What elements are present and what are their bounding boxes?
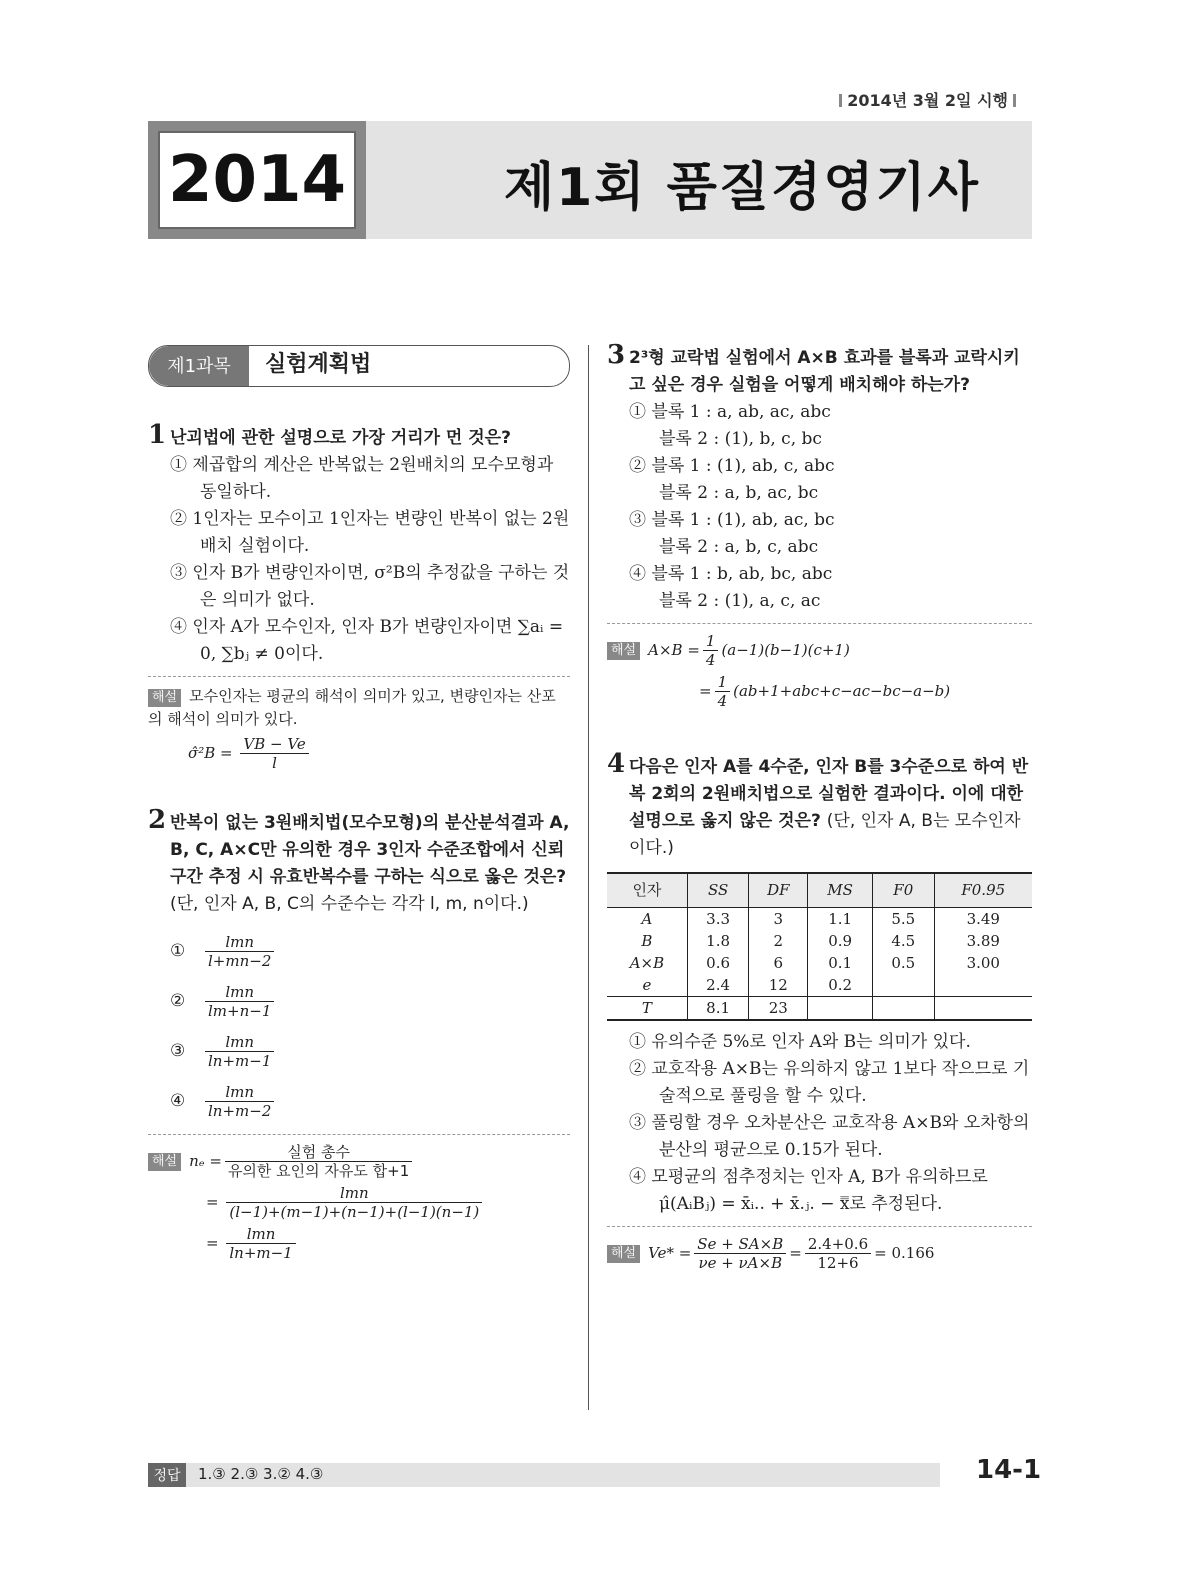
exam-date-text: 2014년 3월 2일 시행 xyxy=(847,91,1008,110)
formula-fraction-values xyxy=(805,1235,871,1272)
option-4: ④ 인자 A가 모수인자, 인자 B가 변량인자이면 ∑aᵢ = 0, ∑bⱼ ≠ 0이다. xyxy=(170,617,564,664)
option-2-block-2: 블록 2 : a, b, ac, bc xyxy=(659,483,819,503)
formula-fraction xyxy=(715,673,731,710)
table-cell: 5.5 xyxy=(873,908,935,931)
equals-sign: = xyxy=(206,1234,219,1252)
date-bar-right xyxy=(1013,94,1016,107)
table-cell: 0.9 xyxy=(808,930,873,952)
formula-numerator: lmn xyxy=(226,1225,295,1244)
table-cell: 6 xyxy=(749,952,808,974)
formula-line-2 xyxy=(206,1184,570,1221)
option-4-block-1: ④ 블록 1 : b, ab, bc, abc xyxy=(629,564,833,584)
formula-fraction xyxy=(225,1143,412,1180)
option-numerator: lmn xyxy=(205,1033,274,1052)
table-cell: 3.89 xyxy=(934,930,1032,952)
table-header-row xyxy=(607,873,1032,908)
option-3: ③ 풀링할 경우 오차분산은 교호작용 A×B와 오차항의 분산의 평균으로 0.15가 된다. xyxy=(629,1113,1030,1160)
option-numerator: lmn xyxy=(205,983,274,1002)
formula-line-1 xyxy=(607,1235,1032,1272)
formula-rhs: (ab+1+abc+c−ac−bc−a−b) xyxy=(733,682,951,700)
table-header: F0.95 xyxy=(934,873,1032,908)
explanation xyxy=(148,676,570,772)
table-cell: 2.4 xyxy=(687,974,749,997)
question-4 xyxy=(607,749,1032,1272)
answer-list: 1.③ 2.③ 3.② 4.③ xyxy=(198,1465,324,1483)
option-fraction xyxy=(205,933,274,970)
explanation xyxy=(148,1134,570,1262)
option-1 xyxy=(170,926,570,976)
formula-lhs: A×B = xyxy=(648,641,700,659)
explanation xyxy=(607,1226,1032,1272)
table-cell xyxy=(934,974,1032,997)
option-1-block-1: ① 블록 1 : a, ab, ac, abc xyxy=(629,402,831,422)
option-mark: ② xyxy=(170,990,186,1011)
formula-numerator: 실험 총수 xyxy=(225,1143,412,1162)
table-cell: 3.3 xyxy=(687,908,749,931)
question-number: 4 xyxy=(607,749,626,779)
option-2-block-1: ② 블록 1 : (1), ab, c, abc xyxy=(629,456,835,476)
table-cell: 0.2 xyxy=(808,974,873,997)
explanation-tag: 해설 xyxy=(148,689,181,707)
subject-tag: 제1과목 xyxy=(149,346,249,386)
formula-denominator: 4 xyxy=(705,651,716,669)
exam-date xyxy=(834,88,1021,111)
formula-line-3 xyxy=(206,1225,570,1262)
option-4-block-2: 블록 2 : (1), a, c, ac xyxy=(659,591,821,611)
formula-line-1 xyxy=(607,632,1032,669)
formula-fraction xyxy=(703,632,719,669)
option-denominator: ln+m−1 xyxy=(208,1051,272,1070)
option-list xyxy=(170,926,570,1126)
option-3-block-2: 블록 2 : a, b, c, abc xyxy=(659,537,819,557)
table-cell xyxy=(934,997,1032,1021)
option-3: ③ 인자 B가 변량인자이면, σ²B의 추정값을 구하는 것은 의미가 없다. xyxy=(170,563,570,610)
option-1-block-2: 블록 2 : (1), b, c, bc xyxy=(659,429,822,449)
table-cell: 8.1 xyxy=(687,997,749,1021)
formula-lhs: σ̂²B = xyxy=(188,744,233,762)
question-number: 2 xyxy=(148,805,167,835)
table-header: DF xyxy=(749,873,808,908)
table-total-row xyxy=(607,997,1032,1021)
question-text xyxy=(629,754,1032,862)
question-body: 반복이 없는 3원배치법(모수모형)의 분산분석결과 A, B, C, A×C만 유의한 경우 3인자 수준조합에서 신뢰구간 추정 시 유효반복수를 구하는 식으로 옳은 것은? xyxy=(170,813,570,887)
option-4 xyxy=(170,1076,570,1126)
subject-name: 실험계획법 xyxy=(265,352,372,377)
table-cell: B xyxy=(641,932,653,950)
explanation-tag: 해설 xyxy=(148,1153,181,1171)
option-fraction xyxy=(205,1033,274,1070)
formula-numerator: 2.4+0.6 xyxy=(805,1235,871,1254)
table-row xyxy=(607,930,1032,952)
table-cell: 1.8 xyxy=(687,930,749,952)
option-2: ② 교호작용 A×B는 유의하지 않고 1보다 작으므로 기술적으로 풀링을 할 수 있다. xyxy=(629,1059,1030,1106)
question-text xyxy=(170,810,570,918)
question-text: 난괴법에 관한 설명으로 가장 거리가 먼 것은? xyxy=(170,428,511,448)
equals-sign: = xyxy=(206,1193,219,1211)
question-number: 3 xyxy=(607,340,626,370)
subject-header xyxy=(148,345,570,387)
title-banner xyxy=(148,121,1032,239)
option-mark: ④ xyxy=(170,1090,186,1111)
formula-denominator: 유의한 요인의 자유도 합+1 xyxy=(227,1162,410,1180)
table-cell: 3.00 xyxy=(934,952,1032,974)
table-cell: 0.1 xyxy=(808,952,873,974)
table-cell: 3.49 xyxy=(934,908,1032,931)
option-1: ① 제곱합의 계산은 반복없는 2원배치의 모수모형과 동일하다. xyxy=(170,455,554,502)
formula-rhs: (a−1)(b−1)(c+1) xyxy=(721,641,850,659)
explanation-tag: 해설 xyxy=(607,642,640,660)
question-text: 2³형 교락법 실험에서 A×B 효과를 블록과 교락시키고 싶은 경우 실험을 어떻게 배치해야 하는가? xyxy=(629,348,1020,395)
table-cell: 0.5 xyxy=(873,952,935,974)
option-mark: ① xyxy=(170,940,186,961)
formula-numerator: 1 xyxy=(703,632,719,651)
question-2 xyxy=(148,805,570,1262)
table-row xyxy=(607,952,1032,974)
exam-title: 제1회 품질경영기사 xyxy=(503,158,980,218)
explanation-tag: 해설 xyxy=(607,1245,640,1263)
table-cell xyxy=(873,997,935,1021)
table-cell: 12 xyxy=(749,974,808,997)
formula-line-1 xyxy=(148,1143,570,1180)
anova-table xyxy=(607,872,1032,1021)
table-cell xyxy=(808,997,873,1021)
table-cell: 4.5 xyxy=(873,930,935,952)
formula-fraction xyxy=(240,735,308,772)
formula-denominator: l xyxy=(272,754,277,772)
table-cell: 1.1 xyxy=(808,908,873,931)
table-cell: 2 xyxy=(749,930,808,952)
answer-bar xyxy=(148,1463,940,1487)
table-header: F0 xyxy=(873,873,935,908)
formula-fraction xyxy=(226,1184,482,1221)
table-cell xyxy=(873,974,935,997)
option-3-block-1: ③ 블록 1 : (1), ab, ac, bc xyxy=(629,510,835,530)
table-header: MS xyxy=(808,873,873,908)
explanation-formula xyxy=(188,735,570,772)
formula-line-2 xyxy=(699,673,1032,710)
option-denominator: l+mn−2 xyxy=(208,951,272,970)
formula-lhs: nₑ = xyxy=(189,1152,222,1170)
option-1: ① 유의수준 5%로 인자 A와 B는 의미가 있다. xyxy=(629,1032,971,1052)
formula-result: = 0.166 xyxy=(874,1244,935,1262)
date-bar-left xyxy=(839,94,842,107)
formula-numerator: Se + SA×B xyxy=(694,1235,786,1254)
table-cell: e xyxy=(642,976,652,994)
option-3 xyxy=(170,1026,570,1076)
table-row xyxy=(607,908,1032,931)
option-fraction xyxy=(205,1083,274,1120)
column-divider xyxy=(588,345,589,1410)
table-header: SS xyxy=(687,873,749,908)
formula-numerator: 1 xyxy=(715,673,731,692)
formula-numerator: lmn xyxy=(226,1184,482,1203)
left-column xyxy=(148,345,570,1272)
table-row xyxy=(607,974,1032,997)
option-2: ② 1인자는 모수이고 1인자는 변량인 반복이 없는 2원배치 실험이다. xyxy=(170,509,570,556)
formula-fraction xyxy=(694,1235,786,1272)
formula-denominator: νe + νA×B xyxy=(698,1254,783,1272)
equals-sign: = xyxy=(789,1244,802,1262)
answer-tag: 정답 xyxy=(148,1463,186,1487)
question-note: (단, 인자 A, B, C의 수준수는 각각 l, m, n이다.) xyxy=(170,894,529,914)
option-numerator: lmn xyxy=(205,933,274,952)
option-denominator: ln+m−2 xyxy=(208,1101,272,1120)
option-denominator: lm+n−1 xyxy=(208,1001,272,1020)
page-number: 14-1 xyxy=(976,1455,1042,1485)
option-mark: ③ xyxy=(170,1040,186,1061)
option-4: ④ 모평균의 점추정치는 인자 A, B가 유의하므로 μ̂(AᵢBⱼ) = x̄ᵢ.. + x̄.ⱼ. − x̿로 추정된다. xyxy=(629,1167,988,1214)
table-cell: A xyxy=(641,910,653,928)
option-2 xyxy=(170,976,570,1026)
formula-numerator: VB − Ve xyxy=(240,735,308,754)
table-cell: 0.6 xyxy=(687,952,749,974)
question-note: (단, 인자 A, B는 모수인자이다.) xyxy=(629,811,1021,858)
explanation xyxy=(607,623,1032,710)
equals-sign: = xyxy=(699,682,712,700)
question-body: 다음은 인자 A를 4수준, 인자 B를 3수준으로 하여 반복 2회의 2원배치법으로 실험한 결과이다. 이에 대한 설명으로 옳지 않은 것은? xyxy=(629,757,1029,831)
table-cell: T xyxy=(607,997,687,1021)
table-cell: A×B xyxy=(629,954,665,972)
formula-denominator: ln+m−1 xyxy=(229,1244,293,1262)
question-1 xyxy=(148,420,570,772)
year-box xyxy=(148,121,366,239)
question-number: 1 xyxy=(148,420,167,450)
formula-fraction xyxy=(226,1225,295,1262)
formula-denominator: 12+6 xyxy=(817,1254,859,1272)
formula-lhs: Ve* = xyxy=(648,1244,692,1262)
right-column xyxy=(607,340,1032,1282)
question-3 xyxy=(607,340,1032,710)
option-fraction xyxy=(205,983,274,1020)
formula-denominator: (l−1)+(m−1)+(n−1)+(l−1)(n−1) xyxy=(229,1203,480,1221)
option-numerator: lmn xyxy=(205,1083,274,1102)
table-header: 인자 xyxy=(607,873,687,908)
table-cell: 3 xyxy=(749,908,808,931)
formula-denominator: 4 xyxy=(717,692,728,710)
explanation-text: 모수인자는 평균의 해석이 의미가 있고, 변량인자는 산포의 해석이 의미가 있다. xyxy=(148,687,556,728)
year-label: 2014 xyxy=(158,131,356,229)
table-cell: 23 xyxy=(749,997,808,1021)
